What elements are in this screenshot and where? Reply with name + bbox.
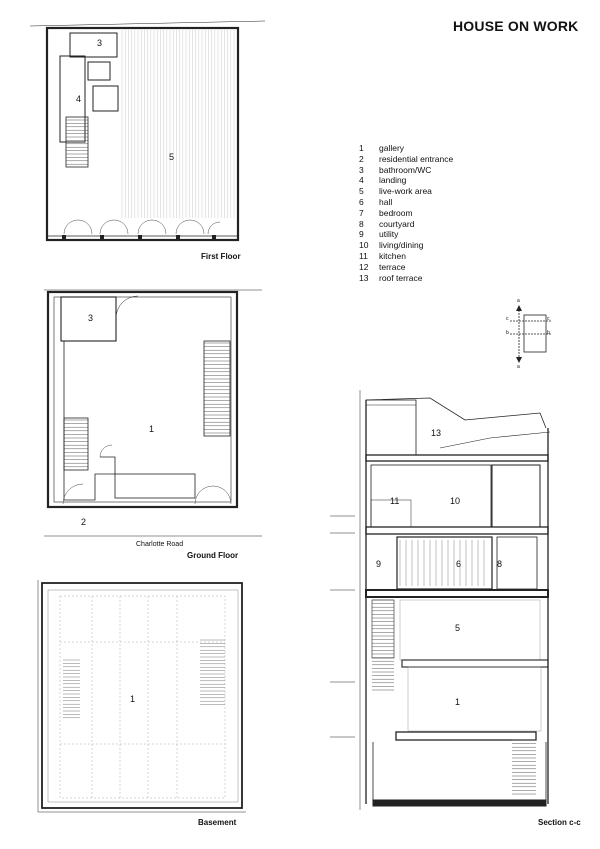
sec-room-13: 13 xyxy=(431,428,442,438)
legend-label: living/dining xyxy=(379,240,424,251)
sec-room-6: 6 xyxy=(456,559,462,569)
ff-room-3: 3 xyxy=(97,38,103,48)
key-mark: c xyxy=(547,316,550,322)
legend-number: 6 xyxy=(359,196,364,207)
first-floor-caption: First Floor xyxy=(201,252,241,261)
street-name: Charlotte Road xyxy=(136,541,184,548)
legend-number: 9 xyxy=(359,229,364,240)
ground-floor-caption: Ground Floor xyxy=(187,551,239,560)
sec-room-1: 1 xyxy=(455,697,461,707)
key-plan xyxy=(510,305,551,363)
legend-label: bathroom/WC xyxy=(379,164,432,175)
legend-label: utility xyxy=(379,229,399,240)
legend-number: 10 xyxy=(359,240,369,251)
legend-number: 2 xyxy=(359,153,364,164)
key-mark: a xyxy=(517,298,520,304)
legend-label: hall xyxy=(379,196,393,207)
section-c-c-drawing xyxy=(330,390,550,810)
legend-number: 4 xyxy=(359,175,364,186)
legend-number: 13 xyxy=(359,272,369,283)
sec-room-9: 9 xyxy=(376,559,382,569)
legend-label: bedroom xyxy=(379,207,413,218)
sec-room-10: 10 xyxy=(450,496,461,506)
legend-number: 8 xyxy=(359,218,364,229)
legend-label: live-work area xyxy=(379,186,432,197)
key-mark: c xyxy=(506,316,509,322)
legend-number: 11 xyxy=(359,250,368,261)
legend-number: 12 xyxy=(359,261,369,272)
legend-number: 7 xyxy=(359,207,364,218)
legend-number: 3 xyxy=(359,164,364,175)
legend-label: landing xyxy=(379,175,407,186)
sec-room-11: 11 xyxy=(390,496,400,506)
legend-label: kitchen xyxy=(379,250,406,261)
ground-floor-plan xyxy=(44,290,262,536)
legend-label: gallery xyxy=(379,143,405,153)
key-mark: b xyxy=(506,330,509,336)
key-mark: a xyxy=(517,364,520,370)
key-mark: b xyxy=(547,330,550,336)
legend-label: residential entrance xyxy=(379,153,454,164)
first-floor-plan xyxy=(30,21,265,240)
legend-label: roof terrace xyxy=(379,272,423,283)
legend-number: 5 xyxy=(359,186,364,197)
ff-room-4: 4 xyxy=(76,94,82,104)
ff-room-5: 5 xyxy=(169,152,175,162)
gf-room-1: 1 xyxy=(149,424,155,434)
sec-room-8: 8 xyxy=(497,559,503,569)
basement-caption: Basement xyxy=(198,818,237,827)
bs-room-1: 1 xyxy=(130,694,136,704)
sec-room-5: 5 xyxy=(455,623,461,633)
section-caption: Section c-c xyxy=(538,818,581,827)
gf-room-3: 3 xyxy=(88,313,94,323)
gf-room-2: 2 xyxy=(81,517,87,527)
legend-label: courtyard xyxy=(379,218,415,229)
legend-number: 1 xyxy=(359,143,364,153)
drawing-title: HOUSE ON WORK xyxy=(453,18,579,34)
legend-label: terrace xyxy=(379,261,406,272)
basement-plan xyxy=(38,580,246,812)
